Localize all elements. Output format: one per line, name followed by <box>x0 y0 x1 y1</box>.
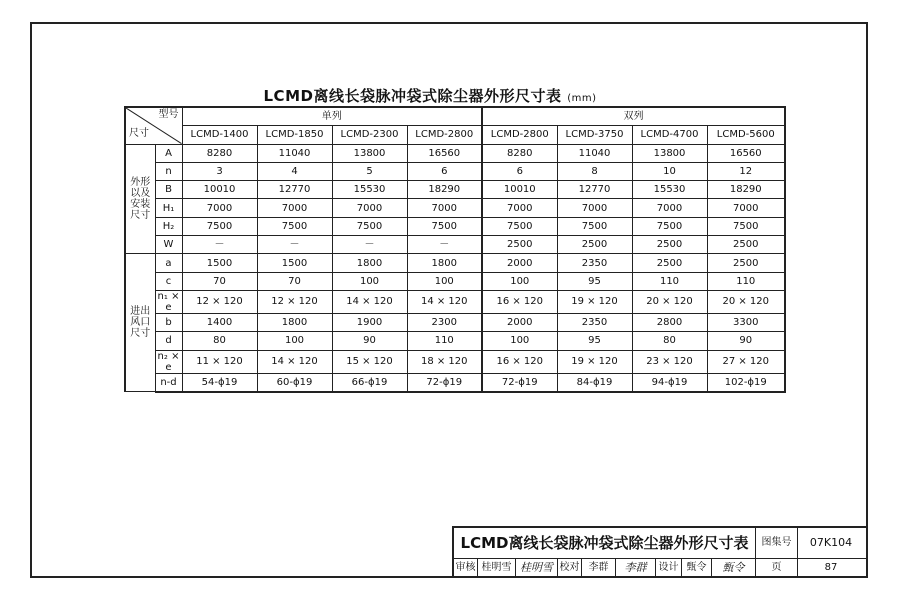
value-cell: 2000 <box>482 254 557 272</box>
value-cell: 11040 <box>257 144 332 162</box>
value-cell: 8 <box>557 162 632 180</box>
value-cell: 100 <box>482 272 557 290</box>
table-row <box>125 199 785 217</box>
value-cell: 20 × 120 <box>707 290 785 313</box>
value-cell: 16560 <box>707 144 785 162</box>
value-cell: 16 × 120 <box>482 350 557 373</box>
value-cell: 100 <box>482 332 557 350</box>
value-cell: 18290 <box>707 181 785 199</box>
value-cell: 100 <box>332 272 407 290</box>
symbol-cell: a <box>155 254 182 272</box>
value-cell: 7000 <box>557 199 632 217</box>
corner-top-label: 型号 <box>158 109 179 120</box>
value-cell: 15530 <box>332 181 407 199</box>
group-double-header: 双列 <box>482 107 785 126</box>
model-header-4: LCMD-2800 <box>407 126 482 144</box>
value-cell: 2000 <box>482 313 557 331</box>
value-cell: 12 × 120 <box>257 290 332 313</box>
value-cell: 7000 <box>482 199 557 217</box>
value-cell: 2500 <box>632 236 707 254</box>
value-cell: 8280 <box>482 144 557 162</box>
value-cell: 72-ϕ19 <box>407 373 482 392</box>
value-cell: 16 × 120 <box>482 290 557 313</box>
value-cell: 72-ϕ19 <box>482 373 557 392</box>
table-row <box>125 254 785 272</box>
symbol-cell: H₁ <box>155 199 182 217</box>
value-cell: 102-ϕ19 <box>707 373 785 392</box>
value-cell: 20 × 120 <box>632 290 707 313</box>
model-header-5: LCMD-2800 <box>482 126 557 144</box>
symbol-cell: n₁ × e <box>155 290 182 313</box>
table-row <box>125 181 785 199</box>
symbol-cell: n <box>155 162 182 180</box>
value-cell: 54-ϕ19 <box>182 373 257 392</box>
value-cell: 14 × 120 <box>407 290 482 313</box>
reviewer-name: 桂明雪 <box>478 559 516 576</box>
value-cell: 66-ϕ19 <box>332 373 407 392</box>
value-cell: 12770 <box>557 181 632 199</box>
check-label: 校对 <box>558 559 582 576</box>
value-cell: 3300 <box>707 313 785 331</box>
checker-name: 李群 <box>582 559 616 576</box>
dimension-table <box>124 106 786 393</box>
designer-signature: 甄令 <box>712 559 756 576</box>
corner-diagonal-cell <box>125 107 182 144</box>
table-row <box>125 272 785 290</box>
value-cell: 2800 <box>632 313 707 331</box>
value-cell: 70 <box>182 272 257 290</box>
value-cell: 7000 <box>182 199 257 217</box>
table-row <box>125 290 785 313</box>
value-cell: 2300 <box>407 313 482 331</box>
value-cell: 7000 <box>332 199 407 217</box>
table-row <box>125 162 785 180</box>
design-label: 设计 <box>656 559 682 576</box>
model-header-8: LCMD-5600 <box>707 126 785 144</box>
value-cell: 11040 <box>557 144 632 162</box>
model-header-1: LCMD-1400 <box>182 126 257 144</box>
value-cell: － <box>182 236 257 254</box>
symbol-cell: n₂ × e <box>155 350 182 373</box>
value-cell: 2500 <box>557 236 632 254</box>
value-cell: 90 <box>707 332 785 350</box>
reviewer-signature: 桂明雪 <box>516 559 558 576</box>
value-cell: 6 <box>482 162 557 180</box>
value-cell: 2500 <box>707 236 785 254</box>
main-title-unit: (mm) <box>567 93 597 104</box>
value-cell: － <box>332 236 407 254</box>
value-cell: 2500 <box>482 236 557 254</box>
value-cell: 7500 <box>707 217 785 235</box>
value-cell: 19 × 120 <box>557 290 632 313</box>
symbol-cell: H₂ <box>155 217 182 235</box>
value-cell: 110 <box>407 332 482 350</box>
value-cell: 7000 <box>707 199 785 217</box>
table-row <box>125 350 785 373</box>
value-cell: 12 <box>707 162 785 180</box>
value-cell: 1500 <box>182 254 257 272</box>
title-block-row-2 <box>454 559 866 576</box>
value-cell: 19 × 120 <box>557 350 632 373</box>
group-outline-label: 外形 以及 安装 尺寸 <box>125 144 155 254</box>
value-cell: 70 <box>257 272 332 290</box>
header-row-models <box>125 126 785 144</box>
value-cell: 23 × 120 <box>632 350 707 373</box>
model-header-3: LCMD-2300 <box>332 126 407 144</box>
value-cell: 14 × 120 <box>257 350 332 373</box>
value-cell: 60-ϕ19 <box>257 373 332 392</box>
value-cell: － <box>407 236 482 254</box>
model-header-2: LCMD-1850 <box>257 126 332 144</box>
atlas-label: 图集号 <box>756 528 798 558</box>
value-cell: 5 <box>332 162 407 180</box>
value-cell: 18 × 120 <box>407 350 482 373</box>
table-row <box>125 373 785 392</box>
value-cell: 95 <box>557 272 632 290</box>
value-cell: 7500 <box>182 217 257 235</box>
symbol-cell: b <box>155 313 182 331</box>
symbol-cell: B <box>155 181 182 199</box>
model-header-7: LCMD-4700 <box>632 126 707 144</box>
value-cell: 6 <box>407 162 482 180</box>
value-cell: 18290 <box>407 181 482 199</box>
value-cell: 1400 <box>182 313 257 331</box>
value-cell: 13800 <box>632 144 707 162</box>
corner-bottom-label: 尺寸 <box>129 127 149 139</box>
checker-signature: 李群 <box>616 559 656 576</box>
value-cell: 90 <box>332 332 407 350</box>
value-cell: 2500 <box>632 254 707 272</box>
value-cell: 14 × 120 <box>332 290 407 313</box>
value-cell: 12770 <box>257 181 332 199</box>
value-cell: 8280 <box>182 144 257 162</box>
value-cell: 12 × 120 <box>182 290 257 313</box>
value-cell: 10010 <box>482 181 557 199</box>
main-title <box>230 85 630 106</box>
value-cell: 100 <box>257 332 332 350</box>
value-cell: 94-ϕ19 <box>632 373 707 392</box>
value-cell: 7500 <box>632 217 707 235</box>
value-cell: 95 <box>557 332 632 350</box>
value-cell: 7500 <box>257 217 332 235</box>
value-cell: 27 × 120 <box>707 350 785 373</box>
header-row-1 <box>125 107 785 126</box>
value-cell: 10 <box>632 162 707 180</box>
value-cell: 7500 <box>557 217 632 235</box>
title-block-row-1 <box>454 528 866 559</box>
value-cell: 15 × 120 <box>332 350 407 373</box>
value-cell: 80 <box>632 332 707 350</box>
value-cell: 1800 <box>257 313 332 331</box>
value-cell: 11 × 120 <box>182 350 257 373</box>
value-cell: 7500 <box>332 217 407 235</box>
symbol-cell: n-d <box>155 373 182 392</box>
table-row <box>125 332 785 350</box>
symbol-cell: c <box>155 272 182 290</box>
value-cell: 7000 <box>407 199 482 217</box>
value-cell: 100 <box>407 272 482 290</box>
value-cell: 4 <box>257 162 332 180</box>
symbol-cell: d <box>155 332 182 350</box>
value-cell: 15530 <box>632 181 707 199</box>
table-row <box>125 236 785 254</box>
model-header-6: LCMD-3750 <box>557 126 632 144</box>
value-cell: 7000 <box>257 199 332 217</box>
symbol-cell: A <box>155 144 182 162</box>
value-cell: 110 <box>707 272 785 290</box>
value-cell: 1800 <box>332 254 407 272</box>
table-row <box>125 217 785 235</box>
table-row <box>125 313 785 331</box>
group-inout-label: 进出 风口 尺寸 <box>125 254 155 392</box>
designer-name: 甄令 <box>682 559 712 576</box>
value-cell: 7500 <box>407 217 482 235</box>
value-cell: 1900 <box>332 313 407 331</box>
review-label: 审核 <box>454 559 478 576</box>
group-single-header: 单列 <box>182 107 482 126</box>
title-block <box>452 526 866 576</box>
main-title-text: LCMD离线长袋脉冲袋式除尘器外形尺寸表 <box>263 87 562 105</box>
value-cell: 10010 <box>182 181 257 199</box>
page-label: 页 <box>756 559 798 576</box>
value-cell: 84-ϕ19 <box>557 373 632 392</box>
title-block-title: LCMD离线长袋脉冲袋式除尘器外形尺寸表 <box>454 528 756 558</box>
page-value: 87 <box>824 562 838 573</box>
table-row <box>125 144 785 162</box>
value-cell: 80 <box>182 332 257 350</box>
value-cell: 2500 <box>707 254 785 272</box>
value-cell: 7000 <box>632 199 707 217</box>
atlas-value: 07K104 <box>809 536 853 549</box>
value-cell: 2350 <box>557 254 632 272</box>
value-cell: 110 <box>632 272 707 290</box>
value-cell: 2350 <box>557 313 632 331</box>
symbol-cell: W <box>155 236 182 254</box>
value-cell: 1800 <box>407 254 482 272</box>
value-cell: 7500 <box>482 217 557 235</box>
value-cell: － <box>257 236 332 254</box>
value-cell: 3 <box>182 162 257 180</box>
value-cell: 1500 <box>257 254 332 272</box>
value-cell: 16560 <box>407 144 482 162</box>
value-cell: 13800 <box>332 144 407 162</box>
